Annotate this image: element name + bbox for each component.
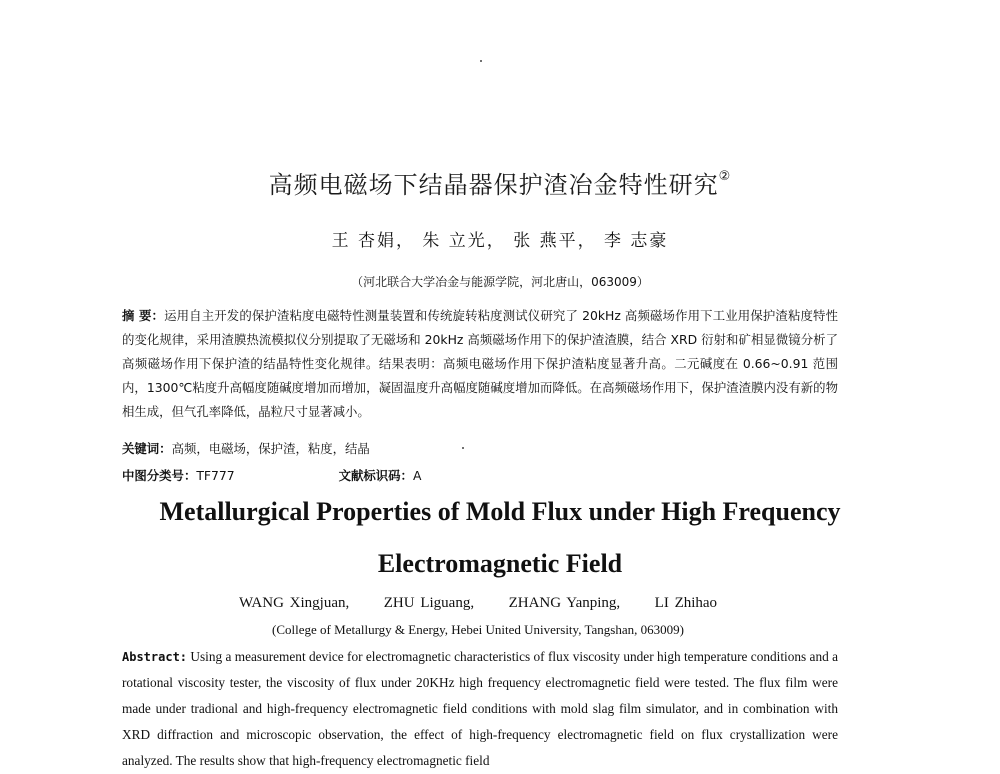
cn-abstract [122,304,838,424]
cn-title [0,165,1000,200]
scan-speck [462,447,464,449]
en-affiliation: (College of Metallurgy & Energy, Hebei United University, Tangshan, 063009) [272,622,684,637]
cn-abstract-label: 摘 要： [122,308,165,323]
en-abstract-label: Abstract: [122,650,188,664]
cn-title-footnote-mark: ② [718,169,732,184]
en-title-line2: Electromagnetic Field [377,549,623,578]
en-title-line1: Metallurgical Properties of Mold Flux under High Frequency [159,497,841,526]
cn-doc-label: 文献标识码： [338,468,413,483]
cn-abstract-text: 运用自主开发的保护渣粘度电磁特性测量装置和传统旋转粘度测试仪研究了 20kHz 高频磁场作用下工业用保护渣粘度特性的变化规律，采用渣膜热流模拟仪分别提取了无磁场和 20kHz 高频磁场作用下的保护渣渣膜，结合 XRD 衍射和矿相显微镜分析了高频磁场作用下保护渣的结晶特性变化规律。结果表明：高频电磁场作用下保护渣粘度显著升高。二元碱度在 0.66~0.91 范围内，1300℃粘度升高幅度随碱度增加而增加，凝固温度升高幅度随碱度增加而降低。在高频磁场作用下，保护渣渣膜内没有新的物相生成，但气孔率降低，晶粒尺寸显著减小。 [122,308,838,419]
scan-speck [480,60,482,62]
cn-clc-value: TF777 [196,468,235,483]
cn-authors: 王 杏娟， 朱 立光， 张 燕平， 李 志豪 [331,231,669,251]
cn-doc-value: A [412,468,422,483]
en-abstract [122,644,838,774]
cn-keywords [122,439,370,457]
cn-classification [122,466,421,484]
cn-affiliation: （河北联合大学冶金与能源学院，河北唐山，063009） [351,275,649,289]
cn-clc-label: 中图分类号： [122,468,197,483]
en-authors: WANG Xingjuan, ZHU Liguang, ZHANG Yanping, LI Zhihao [238,595,718,611]
cn-keywords-text: 高频，电磁场，保护渣，粘度，结晶 [171,441,370,456]
en-abstract-text: Using a measurement device for electromagnetic characteristics of flux viscosity under high temperature conditions and a rotational viscosity tester, the viscosity of flux under 20KHz high frequency electromagnetic field were tested. The flux film were made under tradional and high-frequency electromagnetic field conditions with mold slag film simulator, and in combination with XRD diffraction and microscopic observation, the effect of high-frequency electromagnetic field on flux crystallization were analyzed. The results show that high-frequency electromagnetic field [122,649,839,768]
cn-keywords-label: 关键词： [122,441,172,456]
cn-title-text: 高频电磁场下结晶器保护渣冶金特性研究 [268,171,719,199]
